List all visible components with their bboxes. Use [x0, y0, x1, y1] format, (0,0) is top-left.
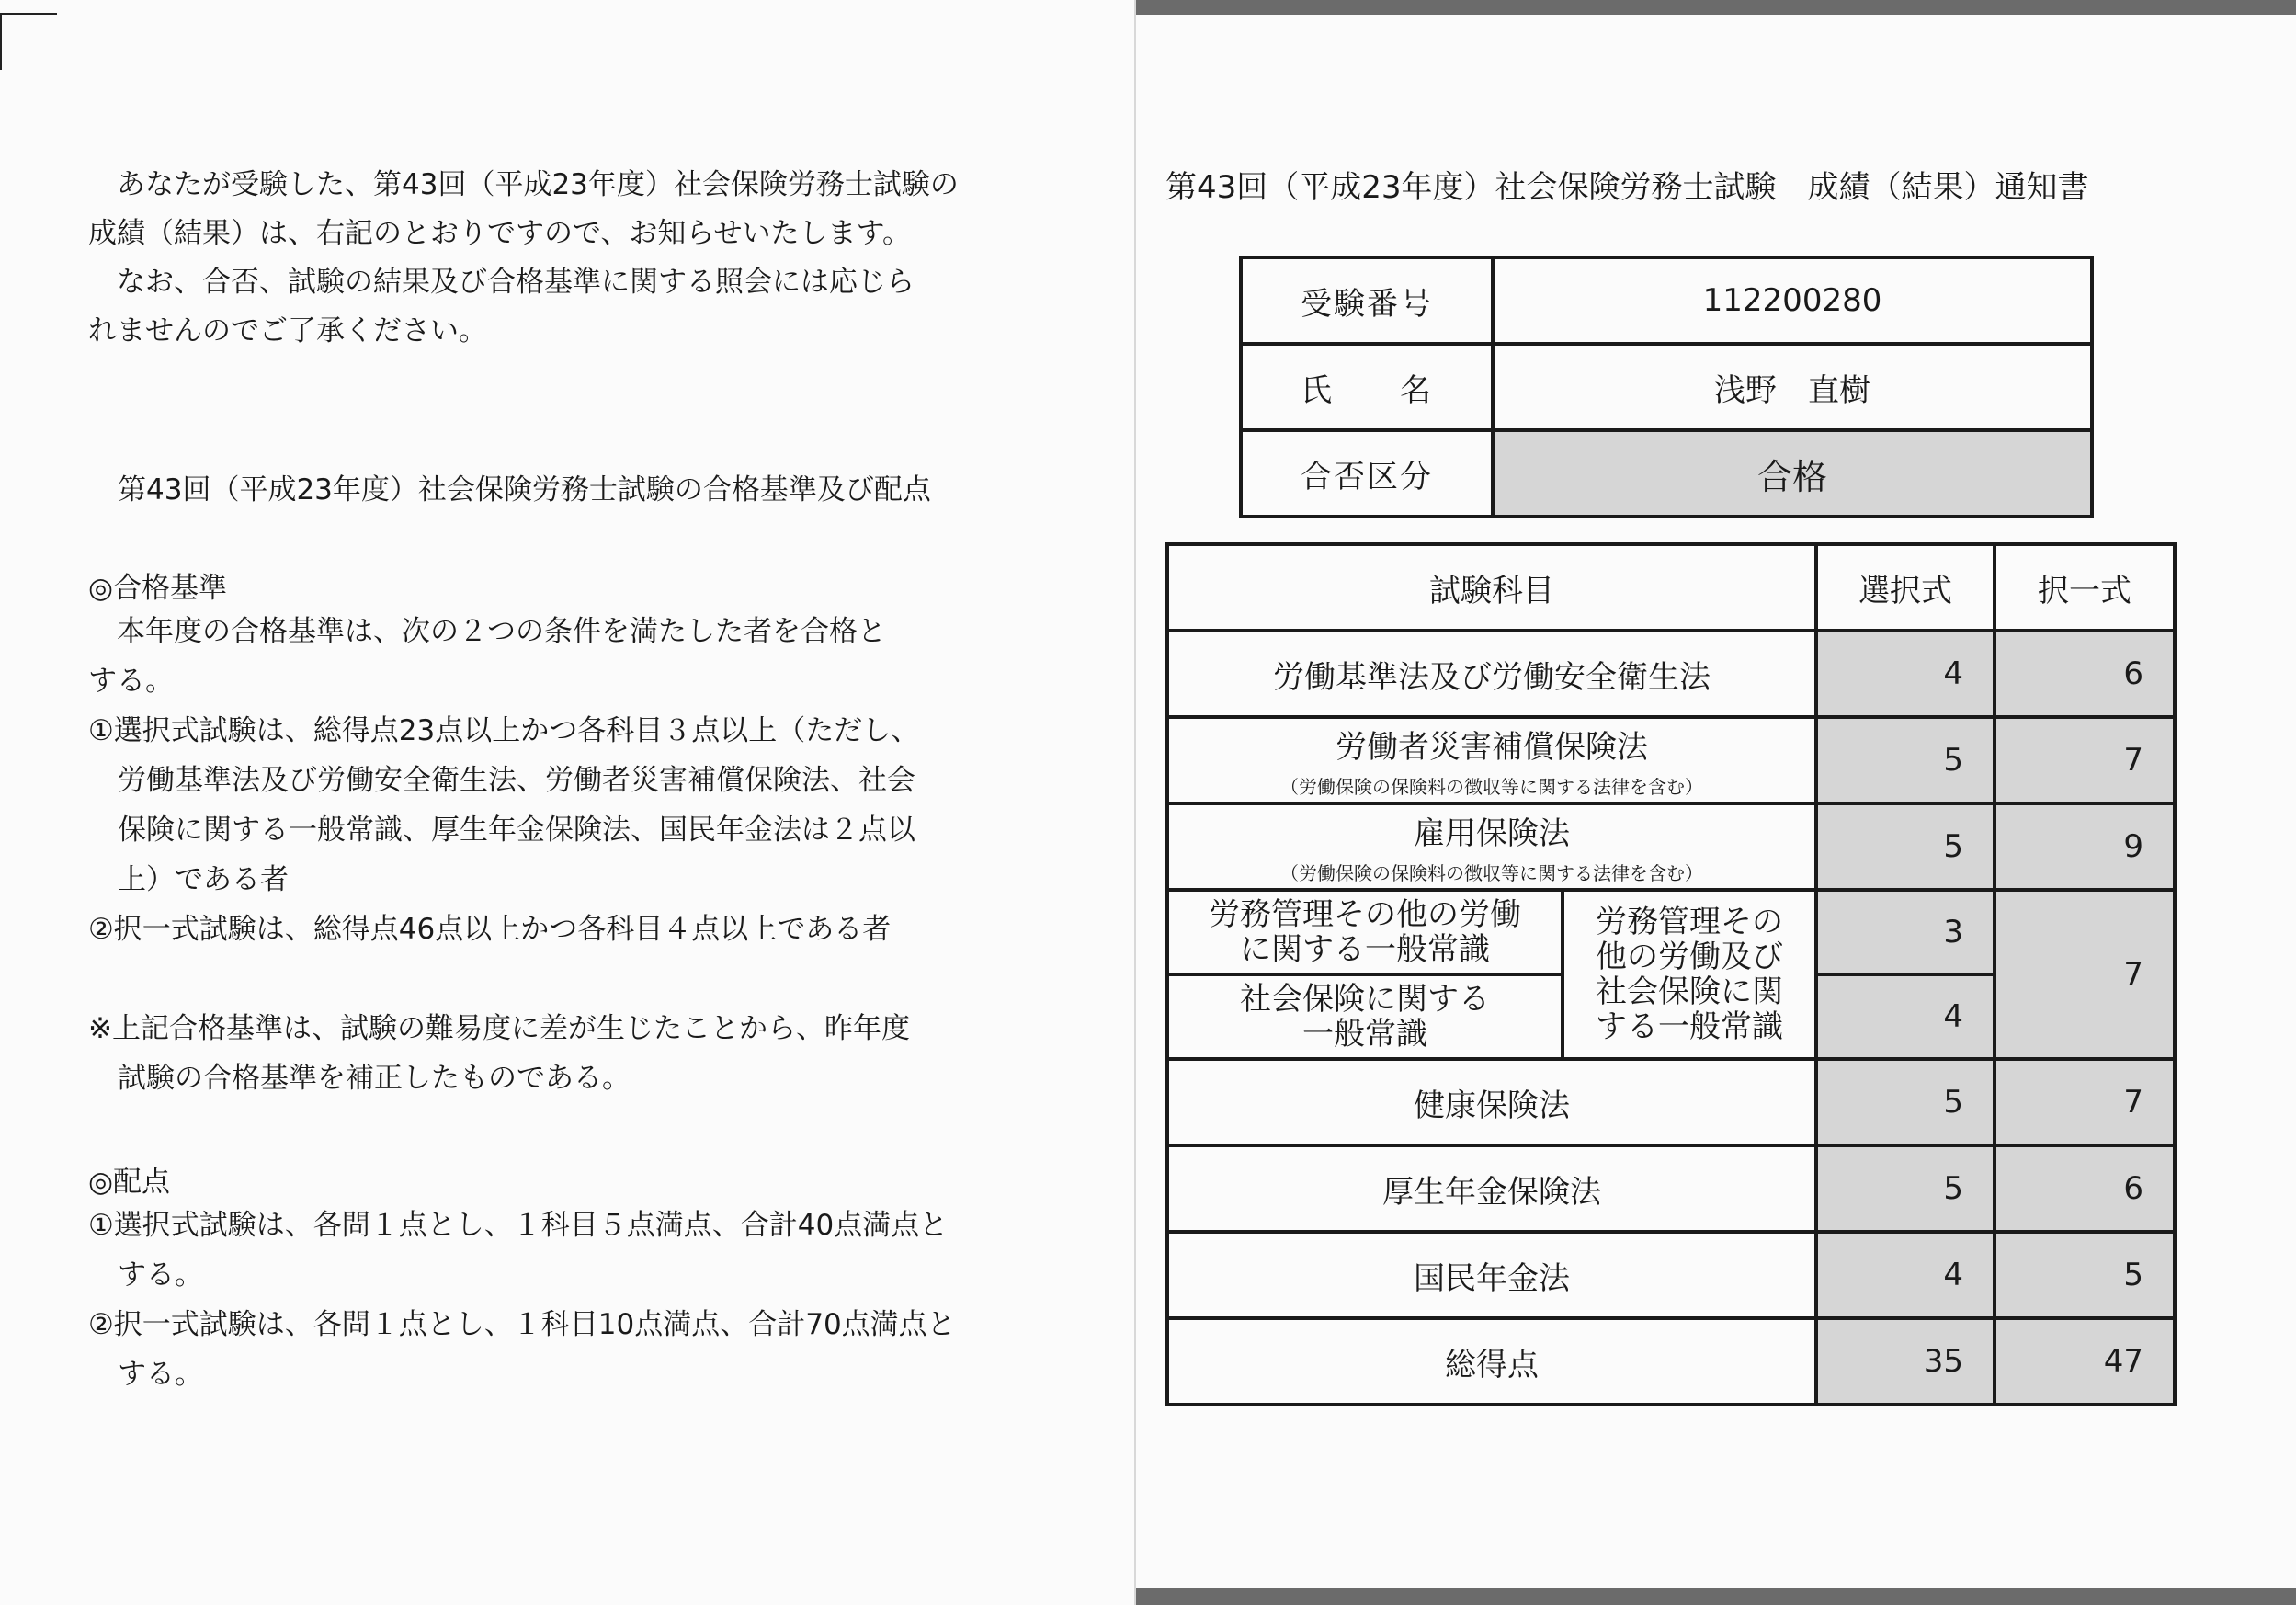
result-label: 合否区分	[1241, 430, 1493, 517]
subject-line: 労務管理その	[1596, 904, 1783, 940]
page-divider	[1134, 0, 1136, 1605]
subject-note: （労働保険の保険料の徴収等に関する法律を含む）	[1280, 862, 1703, 884]
document-title: 第43回（平成23年度）社会保険労務士試験 成績（結果）通知書	[1165, 169, 2089, 206]
social-general-subject	[1167, 974, 1563, 1059]
pass-line: ①選択式試験は、総得点23点以上かつ各科目３点以上（ただし、	[88, 714, 920, 747]
points-line: する。	[118, 1358, 203, 1391]
scan-edge-bottom	[1136, 1588, 2296, 1605]
name-value: 浅野 直樹	[1493, 344, 2092, 430]
pass-line: 本年度の合格基準は、次の２つの条件を満たした者を合格と	[88, 615, 886, 648]
table-row	[1167, 890, 2175, 974]
subject-line: 労務管理その他の労働	[1209, 896, 1521, 933]
select-score: 5	[1816, 1145, 1995, 1232]
column-header-select: 選択式	[1816, 544, 1995, 631]
table-row	[1167, 717, 2175, 803]
multi-score: 7	[1995, 1059, 2175, 1145]
table-row	[1167, 1145, 2175, 1232]
select-score: 4	[1816, 974, 1995, 1059]
multi-score: 6	[1995, 631, 2175, 717]
column-header-multi: 択一式	[1995, 544, 2175, 631]
points-line: ①選択式試験は、各問１点とし、１科目５点満点、合計40点満点と	[88, 1209, 949, 1242]
table-row	[1167, 1232, 2175, 1318]
points-line: する。	[118, 1258, 203, 1292]
table-row	[1167, 803, 2175, 890]
scan-edge-top	[1136, 0, 2296, 15]
select-score: 4	[1816, 631, 1995, 717]
total-multi-score: 47	[1995, 1318, 2175, 1405]
multi-score: 9	[1995, 803, 2175, 890]
points-heading: ◎配点	[88, 1166, 171, 1199]
intro-line: 成績（結果）は、右記のとおりですので、お知らせいたします。	[88, 217, 911, 250]
pass-line: 労働基準法及び労働安全衛生法、労働者災害補償保険法、社会	[118, 764, 915, 797]
subject-line: に関する一般常識	[1240, 931, 1490, 968]
table-row	[1167, 1059, 2175, 1145]
pass-heading: ◎合格基準	[88, 572, 228, 605]
subject-line: 社会保険に関する	[1240, 981, 1490, 1018]
select-score: 3	[1816, 890, 1995, 974]
pass-line: 上）である者	[118, 863, 289, 896]
pass-line: する。	[88, 665, 174, 698]
multi-score: 7	[1995, 890, 2175, 1059]
select-score: 5	[1816, 1059, 1995, 1145]
subject-line: する一般常識	[1596, 1008, 1783, 1045]
multi-score: 7	[1995, 717, 2175, 803]
total-select-score: 35	[1816, 1318, 1995, 1405]
intro-line: なお、合否、試験の結果及び合格基準に関する照会には応じら	[88, 266, 915, 299]
exam-number-label: 受験番号	[1241, 257, 1493, 344]
score-table	[1165, 542, 2177, 1406]
table-row	[1241, 344, 2092, 430]
table-row	[1241, 257, 2092, 344]
subject-name: 雇用保険法	[1414, 815, 1570, 852]
multi-score: 5	[1995, 1232, 2175, 1318]
candidate-info-table	[1239, 256, 2094, 518]
result-value: 合格	[1493, 430, 2092, 517]
subject-note: （労働保険の保険料の徴収等に関する法律を含む）	[1280, 776, 1703, 798]
subject-line: 一般常識	[1302, 1016, 1427, 1053]
subject-line: 社会保険に関	[1596, 973, 1783, 1010]
intro-line: れませんのでご了承ください。	[88, 314, 487, 347]
select-score: 5	[1816, 803, 1995, 890]
exam-number-value: 112200280	[1493, 257, 2092, 344]
note-line: ※上記合格基準は、試験の難易度に差が生じたことから、昨年度	[88, 1012, 910, 1045]
combined-general-subject	[1563, 890, 1816, 1059]
pass-line: 保険に関する一般常識、厚生年金保険法、国民年金法は２点以	[118, 814, 915, 847]
multi-score: 6	[1995, 1145, 2175, 1232]
note-line: 試験の合格基準を補正したものである。	[118, 1062, 631, 1095]
crop-mark	[0, 13, 2, 70]
crop-mark	[0, 13, 57, 15]
select-score: 4	[1816, 1232, 1995, 1318]
column-header-subject: 試験科目	[1167, 544, 1816, 631]
table-row	[1241, 430, 2092, 517]
total-row	[1167, 1318, 2175, 1405]
subject-cell: 厚生年金保険法	[1167, 1145, 1816, 1232]
name-label: 氏 名	[1241, 344, 1493, 430]
table-header-row	[1167, 544, 2175, 631]
subject-name: 労働者災害補償保険法	[1336, 729, 1648, 766]
select-score: 5	[1816, 717, 1995, 803]
subject-cell: 労働基準法及び労働安全衛生法	[1167, 631, 1816, 717]
subject-cell: 国民年金法	[1167, 1232, 1816, 1318]
subject-cell	[1167, 803, 1816, 890]
subject-line: 他の労働及び	[1596, 939, 1783, 975]
subject-cell	[1167, 717, 1816, 803]
labor-general-subject	[1167, 890, 1563, 974]
total-label: 総得点	[1167, 1318, 1816, 1405]
criteria-title: 第43回（平成23年度）社会保険労務士試験の合格基準及び配点	[118, 473, 931, 507]
subject-cell: 健康保険法	[1167, 1059, 1816, 1145]
pass-line: ②択一式試験は、総得点46点以上かつ各科目４点以上である者	[88, 913, 892, 946]
table-row	[1167, 631, 2175, 717]
points-line: ②択一式試験は、各問１点とし、１科目10点満点、合計70点満点と	[88, 1308, 956, 1341]
intro-line: あなたが受験した、第43回（平成23年度）社会保険労務士試験の	[88, 168, 959, 201]
